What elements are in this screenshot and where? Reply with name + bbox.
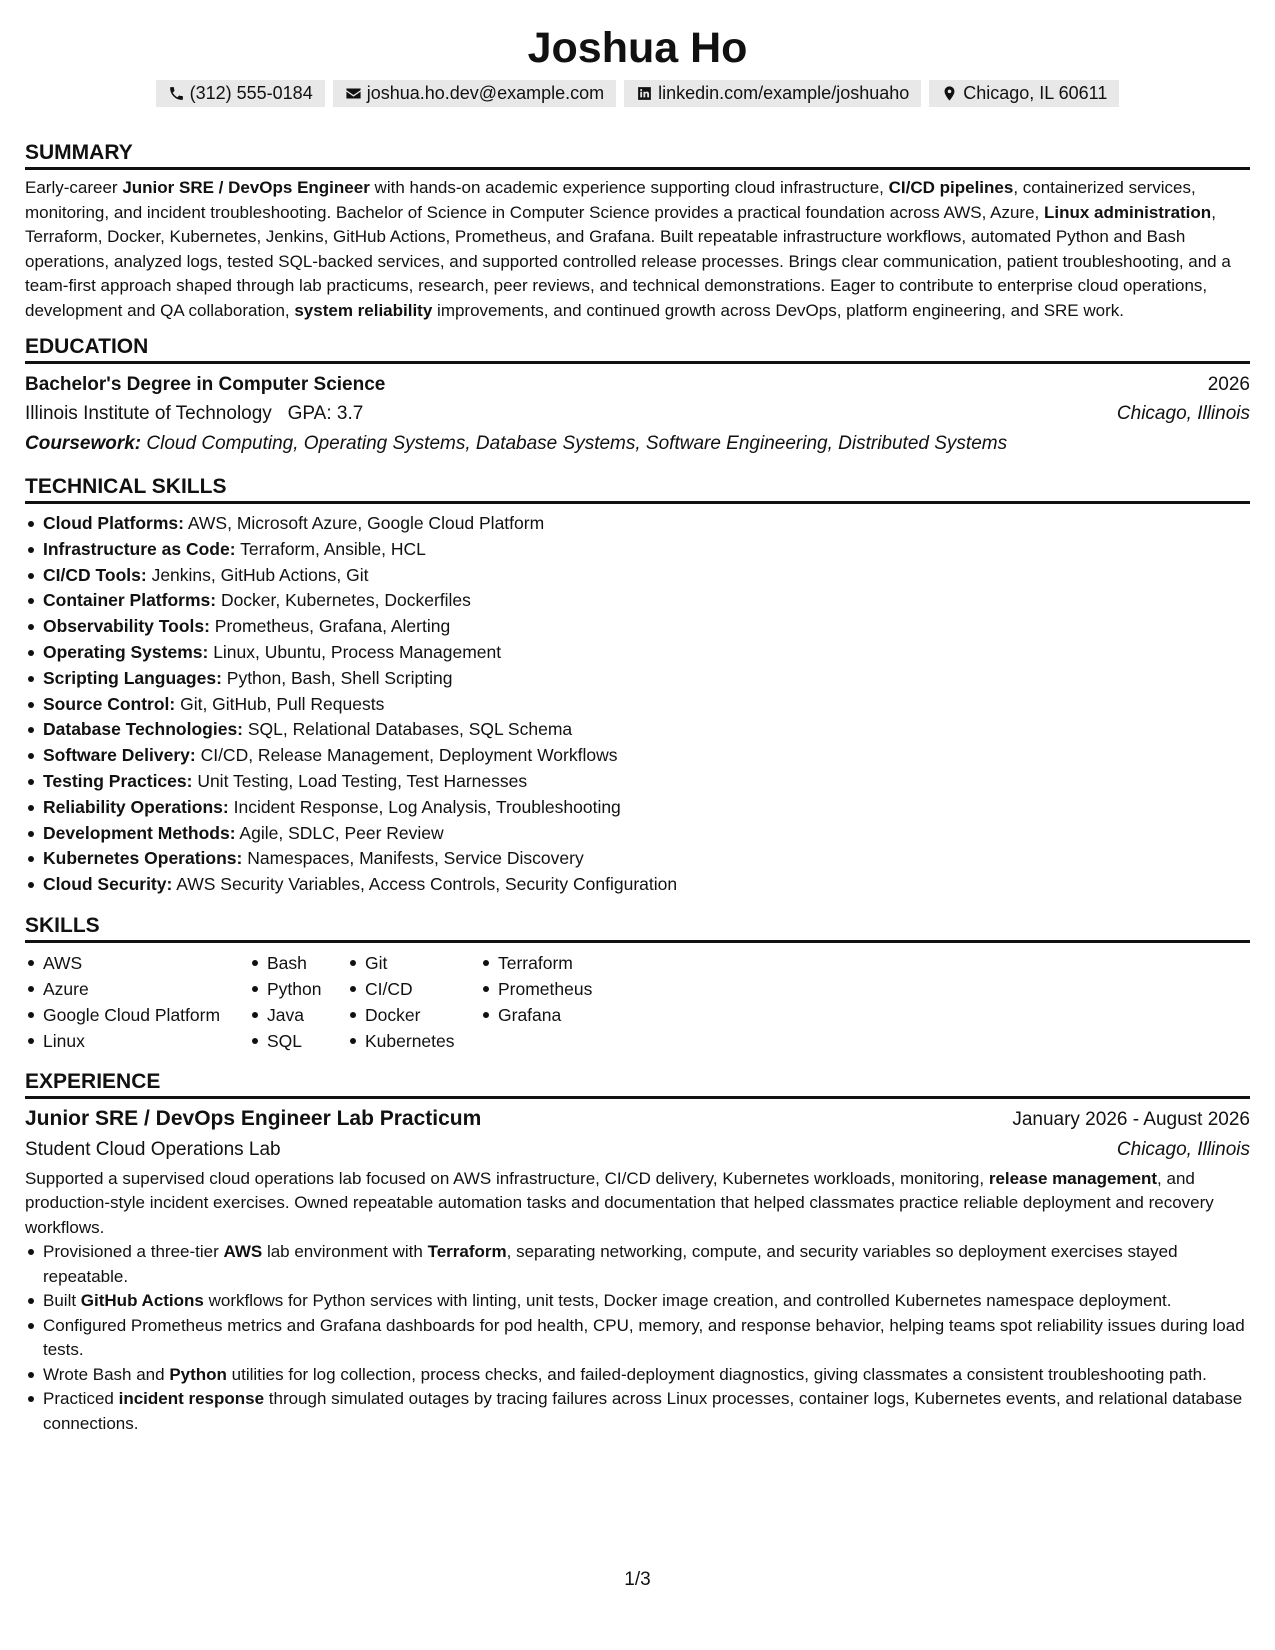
technical-skill-item [25,743,1250,769]
skill-item: Google Cloud Platform [25,1002,249,1028]
summary-bold-text: CI/CD pipelines [888,178,1014,197]
skill-category-label: CI/CD Tools: [43,564,147,585]
job-bullet-bold-text: Terraform [427,1242,507,1262]
skills-column [347,950,480,1054]
skill-item: Docker [347,1002,480,1028]
technical-skill-item [25,821,1250,847]
contact-location [929,80,1119,107]
map-pin-icon [941,85,958,102]
job-bullet [25,1387,1250,1436]
contact-linkedin[interactable] [624,80,921,107]
page-number: 1/3 [624,1569,651,1590]
job-dates: January 2026 - August 2026 [1012,1108,1250,1130]
phone-icon [168,85,185,102]
skills-grid [25,950,1250,1054]
job-desc-text: , and production-style incident exercises. Owned repeatable automation tasks and documentation that helped classmates practice reliable deployment and recovery workflows. [25,1168,1214,1237]
job-bullet-bold-text: incident response [118,1389,265,1409]
experience-section [25,1068,1250,1437]
skill-category-label: Cloud Security: [43,874,173,895]
contact-linkedin-text: linkedin.com/example/joshuaho [658,83,910,103]
resume-page [25,18,1250,1436]
education-heading: EDUCATION [25,333,1250,364]
skill-item: Azure [25,976,249,1002]
skill-category-label: Source Control: [43,693,176,714]
skill-item: Kubernetes [347,1028,480,1054]
skill-category-values: Python, Bash, Shell Scripting [221,667,453,688]
envelope-icon [345,85,362,102]
skills-column [480,950,610,1054]
contact-email-text: joshua.ho.dev@example.com [366,83,605,103]
skill-item: Linux [25,1028,249,1054]
education-section [25,333,1250,459]
job-bullet-bold-text: GitHub Actions [80,1291,204,1311]
skill-category-values: Linux, Ubuntu, Process Management [208,641,502,662]
job-bullet-text: Practiced [43,1389,119,1409]
technical-skill-item [25,769,1250,795]
technical-skill-item [25,666,1250,692]
contact-phone-text: (312) 555-0184 [189,83,313,103]
skill-category-values: Namespaces, Manifests, Service Discovery [242,848,584,869]
technical-skills-heading: TECHNICAL SKILLS [25,473,1250,504]
skill-category-label: Operating Systems: [43,641,209,662]
skill-item: CI/CD [347,976,480,1002]
skill-category-label: Testing Practices: [43,770,193,791]
graduation-year: 2026 [1207,374,1250,395]
skill-category-values: Agile, SDLC, Peer Review [235,822,444,843]
summary-bold-text: Junior SRE / DevOps Engineer [122,178,370,197]
skill-category-label: Container Platforms: [43,590,217,611]
coursework-label: Coursework: [25,433,142,454]
summary-text: with hands-on academic experience supporting cloud infrastructure, [369,178,889,197]
skill-item: Git [347,950,480,976]
job-desc-bold-text: release management [988,1168,1158,1188]
summary-bold-text: system reliability [294,300,433,320]
job-bullet-text: through simulated outages by tracing failures across Linux processes, container logs, Kubernetes events, and relational database connections. [43,1389,1243,1433]
skill-category-label: Infrastructure as Code: [43,538,236,559]
skill-category-values: AWS Security Variables, Access Controls, Security Configuration [172,874,678,895]
skills-heading: SKILLS [25,912,1250,943]
skill-category-values: Terraform, Ansible, HCL [235,538,426,559]
technical-skills-section [25,473,1250,898]
linkedin-icon [636,85,653,102]
skill-item: Java [249,1002,347,1028]
job-bullet-bold-text: Python [169,1364,227,1384]
skill-category-label: Database Technologies: [43,719,244,740]
skill-item: Terraform [480,950,610,976]
skill-item: Grafana [480,1002,610,1028]
skills-column [25,950,249,1054]
job-bullet [25,1289,1250,1314]
summary-text: , Terraform, Docker, Kubernetes, Jenkins, GitHub Actions, Prometheus, and Grafana. Built repeatable infrastructure workflows, automated Python and Bash operations, analyzed logs, tested SQL-backed services, and supported controlled release processes. Brings clear communication, patient troubleshooting, and a team-first approach shaped through lab practicums, research, peer reviews, and technical demonstrations. Eager to contribute to enterprise cloud operations, development and QA collaboration, [25,202,1231,320]
technical-skill-item [25,563,1250,589]
experience-heading: EXPERIENCE [25,1068,1250,1099]
skill-category-values: Incident Response, Log Analysis, Troubleshooting [228,796,621,817]
coursework-list: Cloud Computing, Operating Systems, Database Systems, Software Engineering, Distributed Systems [146,433,1008,454]
summary-bold-text: Linux administration [1044,202,1212,222]
technical-skill-item [25,614,1250,640]
skill-category-label: Software Delivery: [43,745,196,766]
coursework [25,429,1250,459]
job-bullet [25,1240,1250,1289]
skill-category-values: Prometheus, Grafana, Alerting [209,616,451,637]
skills-section [25,912,1250,1054]
skill-item: Prometheus [480,976,610,1002]
technical-skill-item [25,511,1250,537]
skill-category-values: Git, GitHub, Pull Requests [175,693,385,714]
summary-text: improvements, and continued growth across DevOps, platform engineering, and SRE work. [432,300,1124,320]
technical-skill-item [25,692,1250,718]
job-org: Student Cloud Operations Lab [25,1138,281,1160]
skill-item: AWS [25,950,249,976]
skill-item: Python [249,976,347,1002]
job-bullet [25,1363,1250,1388]
summary-section [25,139,1250,323]
summary-heading: SUMMARY [25,139,1250,170]
skill-category-values: SQL, Relational Databases, SQL Schema [243,719,573,740]
job-bullet-text: Provisioned a three-tier [43,1242,224,1262]
job-bullet-text: Built [43,1291,81,1311]
education-degree-row [25,370,1250,399]
skill-category-label: Observability Tools: [43,616,210,637]
technical-skills-list [25,511,1250,898]
summary-text [25,176,1250,323]
skill-category-label: Kubernetes Operations: [43,848,243,869]
summary-text: Early-career [25,178,123,197]
technical-skill-item [25,537,1250,563]
job-bullet-text: workflows for Python services with linting, unit tests, Docker image creation, and controlled Kubernetes namespace deployment. [203,1291,1172,1311]
contact-email[interactable] [333,80,616,107]
job-bullet-text: , separating networking, compute, and security variables so deployment exercises stayed repeatable. [43,1242,1178,1286]
technical-skill-item [25,846,1250,872]
technical-skill-item [25,717,1250,743]
education-school-row [25,399,1250,429]
job-bullet [25,1314,1250,1363]
job-title-row [25,1104,1250,1135]
skill-category-label: Scripting Languages: [43,667,222,688]
job-role: Junior SRE / DevOps Engineer Lab Practicum [25,1106,482,1130]
job-bullet-text: lab environment with [262,1242,428,1262]
skill-category-values: Unit Testing, Load Testing, Test Harnesses [192,770,528,791]
candidate-name: Joshua Ho [527,24,748,72]
school-location: Chicago, Illinois [1116,403,1250,424]
contact-location-text: Chicago, IL 60611 [963,83,1108,103]
job-bullet-text: Configured Prometheus metrics and Grafana dashboards for pod health, CPU, memory, and response behavior, helping teams spot reliability issues during load tests. [43,1315,1245,1360]
job-org-row [25,1135,1250,1165]
school-name: Illinois Institute of Technology [25,403,272,424]
summary-text: , containerized services, monitoring, and incident troubleshooting. Bachelor of Science in Computer Science provides a practical foundation across AWS, Azure, [25,178,1196,222]
skill-category-label: Reliability Operations: [43,796,229,817]
skills-column [249,950,347,1054]
degree-name: Bachelor's Degree in Computer Science [25,374,386,395]
job-bullets [25,1240,1250,1436]
contact-phone[interactable] [156,80,325,107]
skill-category-values: CI/CD, Release Management, Deployment Workflows [195,745,618,766]
job-desc-text: Supported a supervised cloud operations lab focused on AWS infrastructure, CI/CD delivery, Kubernetes workloads, monitoring, [25,1168,989,1188]
skill-item: SQL [249,1028,347,1054]
technical-skill-item [25,795,1250,821]
skill-category-values: Jenkins, GitHub Actions, Git [146,564,369,585]
skill-category-label: Development Methods: [43,822,236,843]
technical-skill-item [25,588,1250,614]
gpa: GPA: 3.7 [287,403,364,424]
job-location: Chicago, Illinois [1116,1138,1250,1160]
job-description [25,1167,1250,1241]
skill-category-values: AWS, Microsoft Azure, Google Cloud Platform [183,513,545,533]
skill-category-values: Docker, Kubernetes, Dockerfiles [216,590,471,611]
job-bullet-text: Wrote Bash and [43,1364,170,1384]
job-bullet-text: utilities for log collection, process checks, and failed-deployment diagnostics, giving classmates a consistent troubleshooting path. [226,1364,1207,1384]
school-info [25,399,363,429]
skill-category-label: Cloud Platforms: [43,513,184,533]
technical-skill-item [25,872,1250,898]
contact-bar [25,80,1250,107]
skill-item: Bash [249,950,347,976]
job-bullet-bold-text: AWS [223,1242,263,1262]
technical-skill-item [25,640,1250,666]
